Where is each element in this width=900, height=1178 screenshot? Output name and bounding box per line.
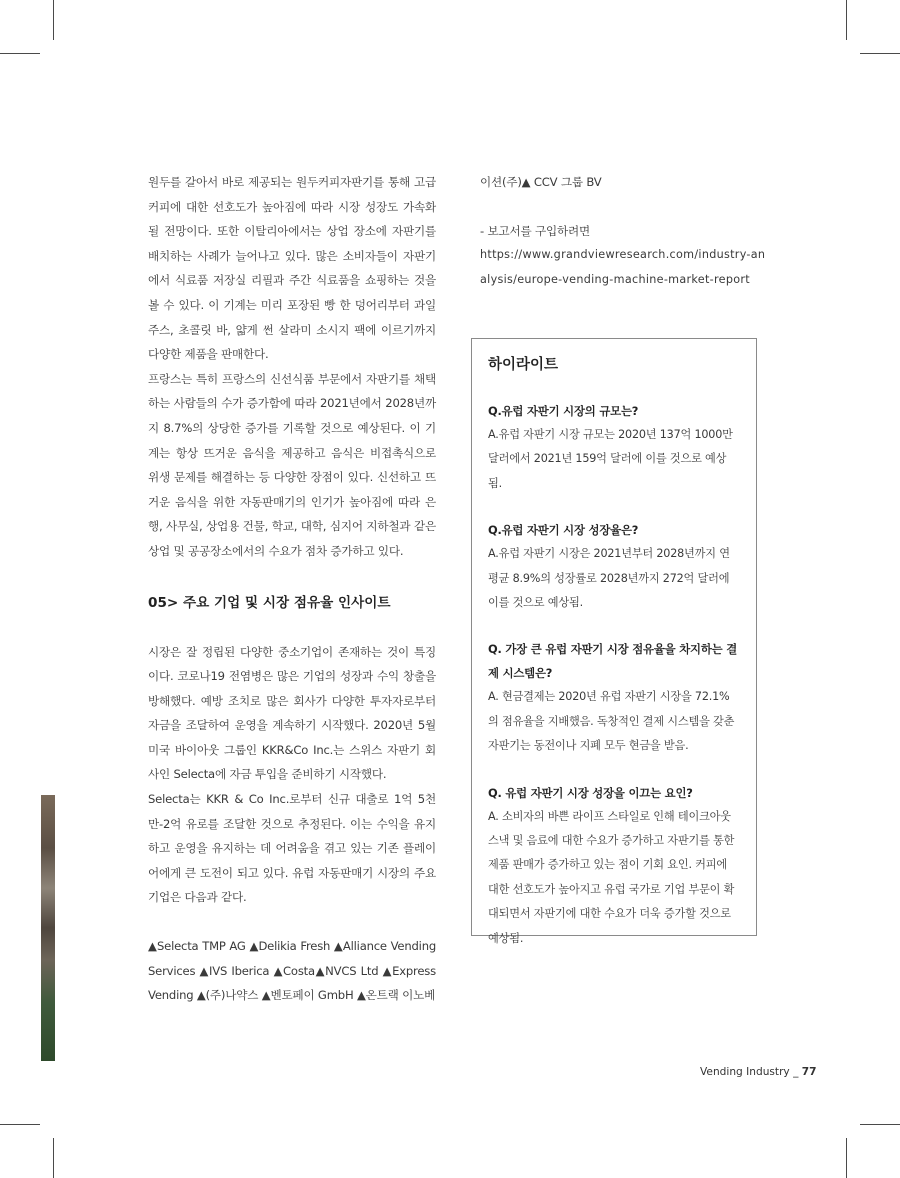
crop-mark <box>860 1124 900 1125</box>
left-column <box>148 170 436 1008</box>
paragraph-selecta: Selecta는 KKR & Co Inc.로부터 신규 대출로 1억 5천만-2억 유로를 조달한 것으로 추정된다. 이는 수익을 유지하고 운영을 유지하는 데 어려움을 겪고 있는 기존 플레이어에게 큰 도전이 되고 있다. 유럽 자동판매기 시장의 주요 기업은 다음과 같다. <box>148 792 436 905</box>
question: Q.유럽 자판기 시장 성장율은? <box>488 523 639 538</box>
crop-mark <box>846 1138 847 1178</box>
answer: A.유럽 자판기 시장은 2021년부터 2028년까지 연평균 8.9%의 성장률로 2028년까지 272억 달러에 이를 것으로 예상됨. <box>488 547 730 610</box>
highlight-box <box>471 338 757 945</box>
qa-item <box>488 399 740 496</box>
qa-item <box>488 518 740 615</box>
paragraph-market: 시장은 잘 정립된 다양한 중소기업이 존재하는 것이 특징이다. 코로나19 전염병은 많은 기업의 성장과 수익 창출을 방해했다. 예방 조치로 많은 회사가 다양한 투자자로부터 자금을 조달하여 운영을 계속하기 시작했다. 2020년 5월 미국 바이아웃 그룹인 KKR&Co Inc.는 스위스 자판기 회사인 Selecta에 자금 투입을 준비하기 시작했다. <box>148 644 436 782</box>
answer: A.유럽 자판기 시장 규모는 2020년 137억 1000만 달러에서 2021년 159억 달러에 이를 것으로 예상됨. <box>488 428 733 490</box>
companies-continued: 이션(주)▲ CCV 그룹 BV <box>480 175 602 189</box>
answer: A. 현금결제는 2020년 유럽 자판기 시장을 72.1%의 점유율을 지배했음. 독창적인 결제 시스템을 갖춘 자판기는 동전이나 지폐 모두 현금을 받음. <box>488 690 735 753</box>
crop-mark <box>860 53 900 54</box>
page-number: 77 <box>801 1066 817 1078</box>
section-heading: 05> 주요 기업 및 시장 점유율 인사이트 <box>148 594 391 611</box>
qa-item <box>488 637 740 758</box>
paragraph-italy: 원두를 갈아서 바로 제공되는 원두커피자판기를 통해 고급 커피에 대한 선호도가 높아짐에 따라 시장 성장도 가속화될 전망이다. 또한 이탈리아에서는 상업 장소에 자판기를 배치하는 사례가 늘어나고 있다. 많은 소비자들이 자판기에서 식료품 저장실 리필과 주간 식료품을 쇼핑하는 것을 볼 수 있다. 이 기계는 미리 포장된 빵 한 덩어리부터 과일 주스, 초콜릿 바, 얇게 썬 살라미 소시지 팩에 이르기까지 다양한 제품을 판매한다. <box>148 175 436 362</box>
page-footer <box>700 1066 817 1078</box>
paragraph-france: 프랑스는 특히 프랑스의 신선식품 부문에서 자판기를 채택하는 사람들의 수가 증가함에 따라 2021년에서 2028년까지 8.7%의 상당한 증가를 기록할 것으로 예상된다. 이 기계는 항상 뜨거운 음식을 제공하고 음식은 비접촉식으로 위생 문제를 해결하는 등 다양한 장점이 있다. 신선하고 뜨거운 음식을 위한 자동판매기의 인기가 높아짐에 따라 은행, 사무실, 상업용 건물, 학교, 대학, 심지어 지하철과 같은 상업 및 공공장소에서의 수요가 점차 증가하고 있다. <box>148 371 436 558</box>
report-url[interactable]: https://www.grandviewresearch.com/industry-analysis/europe-vending-machine-market-report <box>480 248 766 286</box>
qa-item <box>488 781 740 951</box>
report-label: - 보고서를 구입하려면 <box>480 223 590 238</box>
crop-mark <box>0 53 40 54</box>
publication-name: Vending Industry _ <box>700 1066 799 1078</box>
paragraph-companies: ▲Selecta TMP AG ▲Delikia Fresh ▲Alliance Vending Services ▲IVS Iberica ▲Costa▲NVCS Ltd ▲Express Vending ▲(주)나약스 ▲벤토페이 GmbH ▲온트랙 이노베 <box>148 939 436 1003</box>
question: Q.유럽 자판기 시장의 규모는? <box>488 404 639 418</box>
answer: A. 소비자의 바쁜 라이프 스타일로 인해 테이크아웃 스낵 및 음료에 대한 수요가 증가하고 자판기를 통한 제품 판매가 증가하고 있는 점이 기회 요인. 커피에 대한 선호도가 높아지고 유럽 국가로 기업 부문이 확대되면서 자판기에 대한 수요가 더욱 증가할 것으로 예상됨. <box>488 809 735 945</box>
crop-mark <box>53 1138 54 1178</box>
crop-mark <box>53 0 54 40</box>
question: Q. 가장 큰 유럽 자판기 시장 점유율을 차지하는 결제 시스템은? <box>488 642 737 681</box>
photo-edge <box>41 795 55 1061</box>
question: Q. 유럽 자판기 시장 성장을 이끄는 요인? <box>488 785 693 800</box>
highlight-title: 하이라이트 <box>488 357 559 373</box>
crop-mark <box>846 0 847 40</box>
crop-mark <box>0 1124 40 1125</box>
right-column <box>480 170 770 292</box>
